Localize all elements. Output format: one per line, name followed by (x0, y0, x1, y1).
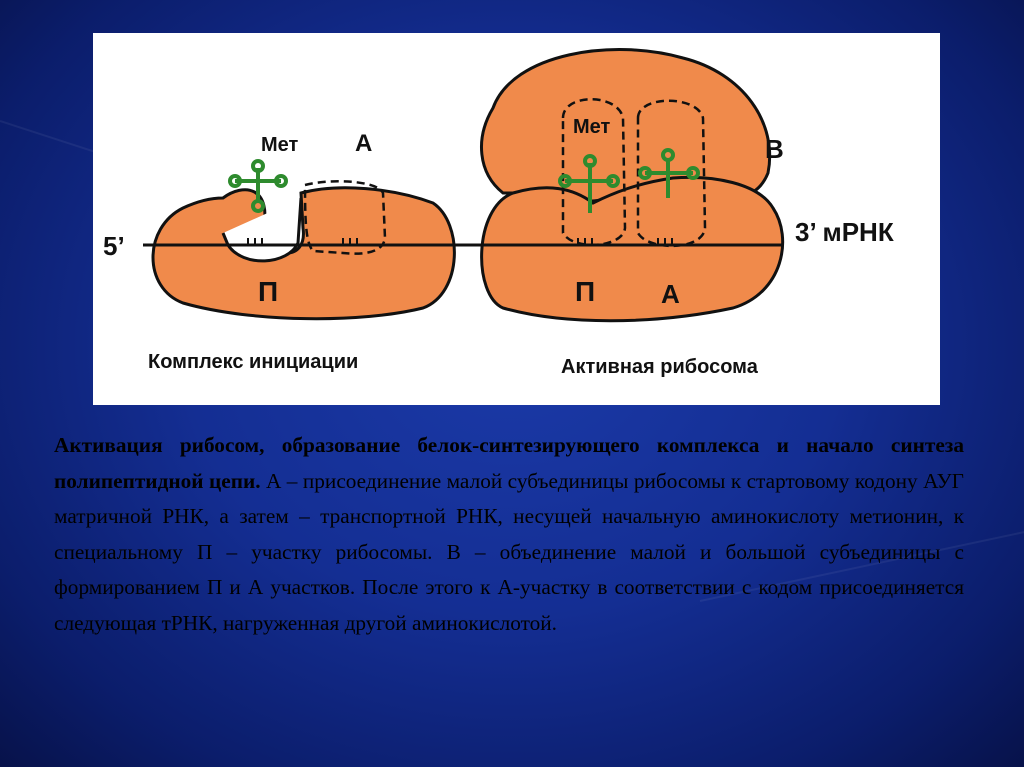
caption-body: А – присоединение малой субъединицы рибосомы к стартовому кодону АУГ матричной РНК, а затем – транспортной РНК, несущей начальную аминокислоту метионин, к специальному П – участку рибосомы. В – объединение малой и большой субъединицы с формированием П и А участков. После этого к А-участку в соответствии с кодом присоединяется следующая тРНК, нагруженная другой аминокислотой. (54, 468, 964, 635)
label-5prime: 5’ (103, 231, 125, 261)
caption-initiation: Комплекс инициации (148, 351, 359, 373)
right-label-met: Мет (573, 116, 611, 138)
right-label-p: П (575, 276, 596, 307)
small-subunit-right (482, 177, 783, 320)
large-subunit-right (482, 50, 770, 202)
caption-bold: Активация рибосом, образование белок-синтезирующего комплекса и начало синтеза полипептидной цепи. (54, 433, 964, 493)
caption-active: Активная рибосома (561, 356, 758, 378)
right-label-a: А (661, 279, 680, 309)
left-label-met: Мет (261, 134, 299, 156)
right-label-b: В (765, 134, 784, 164)
slide-caption (54, 428, 964, 641)
left-label-a: А (355, 130, 373, 157)
label-3prime: 3’ мРНК (795, 217, 894, 247)
small-subunit-left (153, 188, 454, 319)
ribosome-diagram (93, 33, 940, 405)
left-label-p: П (258, 276, 279, 307)
